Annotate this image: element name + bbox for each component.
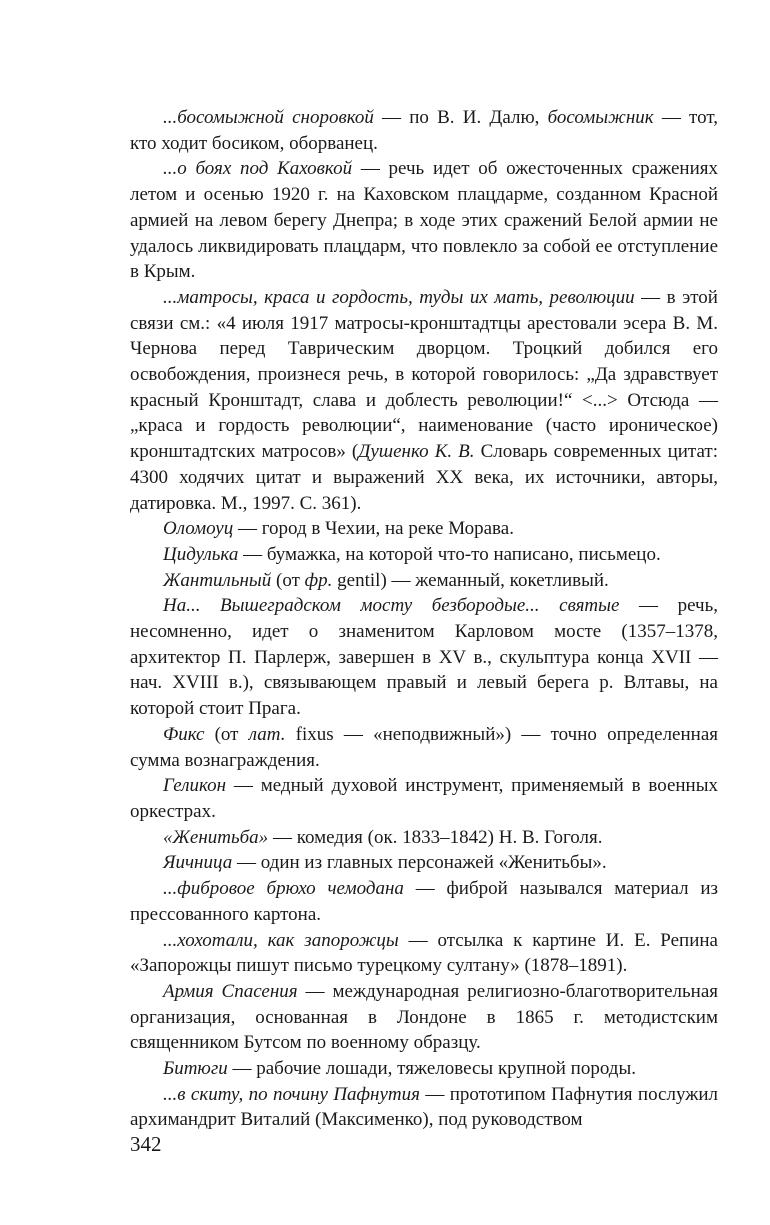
note-zaporozhcy — [130, 928, 718, 979]
note-cidulka — [130, 542, 718, 568]
note-text: — международная религиозно-благотворительная организация, основанная в Лондоне в 1865 г. методистским священником Бутсом по военному образцу. — [130, 980, 718, 1054]
note-text: — в этой связи см.: «4 июля 1917 матросы-кронштадтцы арестовали эсера В. М. Чернова перед Таврическим дворцом. Троцкий добился его освобождения, произнеся речь, в которой говорилось: „Да здравствует красный Кронштадт, слава и доблесть революции!“ <...> Отсюда — „краса и гордость революции“, наименование (часто ироническое) кронштадтских матросов» ( — [130, 286, 718, 463]
note-armiya-spaseniya — [130, 979, 718, 1056]
note-term: ...хохотали, как запорожцы — [163, 929, 399, 951]
note-text: gentil) — жеманный, кокетливый. — [332, 569, 609, 591]
note-text: — речь идет об ожесточенных сражениях летом и осенью 1920 г. на Каховском плацдарме, созданном Красной армией на левом берегу Днепра; в ходе этих сражений Белой армии не удалось ликвидировать плацдарм, что повлекло за собой ее отступление в Крым. — [130, 158, 718, 283]
note-term: Фикс — [163, 723, 205, 745]
note-text: — фиброй назывался материал из прессованного картона. — [130, 878, 719, 925]
note-term: лат. — [248, 723, 286, 745]
note-term: Оломоуц — [163, 518, 234, 540]
note-text: — тот, кто ходит босиком, оборванец. — [130, 107, 718, 154]
note-fibrovoe — [130, 876, 718, 927]
note-term: «Женитьба» — [163, 826, 269, 848]
note-term: Яичница — [163, 852, 233, 874]
note-term: Армия Спасения — [163, 980, 298, 1002]
note-vyshegradsky-most — [130, 593, 718, 722]
note-text: — речь, несомненно, идет о знаменитом Карловом мосте (1357–1378, архитектор П. Парлерж, завершен в XV в., скульптура конца XVII — нач. XVIII в.), связывающем правый и левый берега р. Влтавы, на которой стоит Прага. — [130, 595, 718, 720]
note-bityugi — [130, 1056, 718, 1082]
note-term: На... Вышеградском мосту безбородые... святые — [163, 595, 620, 617]
note-gelikon — [130, 773, 718, 824]
note-term: Душенко К. В. — [358, 441, 475, 463]
note-zhantilny — [130, 568, 718, 594]
note-text: — бумажка, на которой что-то написано, письмецо. — [238, 543, 661, 565]
note-pafnutiy — [130, 1082, 718, 1133]
note-term: ...фибровое брюхо чемодана — [163, 878, 404, 900]
note-text: Словарь современных цитат: 4300 ходячих цитат и выражений XX века, их источники, авторы, датировка. М., 1997. С. 361). — [130, 441, 718, 514]
note-term: Геликон — [163, 775, 227, 797]
note-term: Битюги — [163, 1058, 228, 1080]
note-text: — по В. И. Далю, — [373, 107, 548, 128]
note-text: — комедия (ок. 1833–1842) Н. В. Гоголя. — [268, 826, 603, 848]
note-text: — отсылка к картине И. Е. Репина «Запорожцы пишут письмо турецкому султану» (1878–1891). — [130, 929, 718, 977]
note-yaichnica — [130, 850, 718, 876]
note-text: (от — [204, 723, 249, 745]
note-text: — прототипом Пафнутия послужил архимандрит Виталий (Максименко), под руководством — [130, 1083, 718, 1131]
commentary-text — [130, 105, 718, 1133]
note-text: — один из главных персонажей «Женитьбы». — [232, 852, 607, 874]
note-term: фр. — [304, 569, 333, 591]
note-text: — медный духовой инструмент, применяемый в военных оркестрах. — [130, 775, 718, 822]
note-olomouc — [130, 516, 718, 542]
note-term: ...в скиту, по почину Пафнутия — [163, 1083, 420, 1105]
note-text: fixus — «неподвижный») — точно определенная сумма вознаграждения. — [130, 723, 718, 771]
note-zhenitba — [130, 825, 718, 851]
note-matrosy — [130, 285, 718, 516]
note-term: ...матросы, краса и гордость, туды их мать, революции — [163, 286, 635, 308]
note-text: — рабочие лошади, тяжеловесы крупной породы. — [227, 1058, 636, 1080]
note-term: ...босомыжной сноровкой — [163, 107, 374, 128]
note-fiks — [130, 722, 718, 773]
note-text: — город в Чехии, на реке Морава. — [233, 518, 514, 540]
note-kakhovka — [130, 156, 718, 285]
note-term: ...о боях под Каховкой — [163, 158, 353, 180]
note-term: Жантильный — [163, 569, 272, 591]
note-text: (от — [271, 569, 305, 591]
note-term: босомыжник — [547, 107, 654, 128]
note-term: Цидулька — [163, 543, 239, 565]
note-bosomyzhnoy — [130, 105, 718, 156]
page-number: 342 — [130, 1132, 162, 1156]
